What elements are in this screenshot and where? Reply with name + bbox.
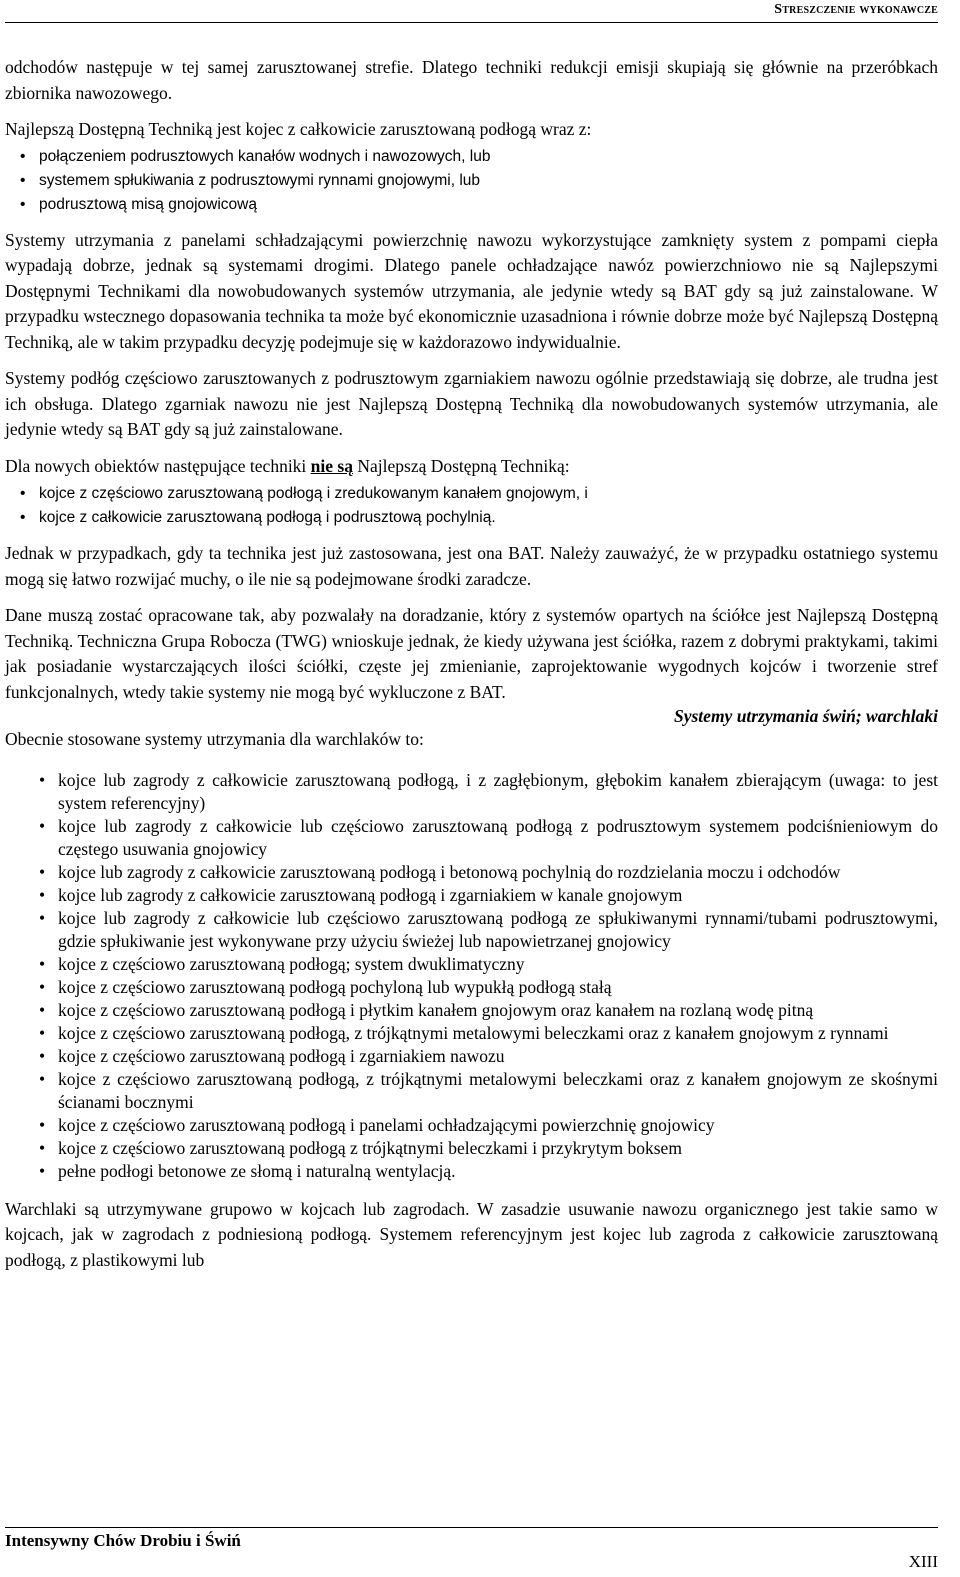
bullet-icon: •	[39, 1160, 46, 1181]
bullet-icon: •	[39, 1137, 46, 1158]
bullet-icon: •	[20, 509, 26, 526]
paragraph-7: Dane muszą zostać opracowane tak, aby pozwalały na doradzanie, który z systemów opartych na ściółce jest Najlepszą Dostępną Techniką. Techniczna Grupa Robocza (TWG) wnioskuje jednak, że kiedy używana jest ściółka, razem z dobrymi praktykami, takimi jak posiadanie wystarczających ilości ściółki, częste jej zmienianie, zaprojektowanie wygodnych kojców i tworzenie stref funkcjonalnych, wtedy takie systemy nie mogą być wykluczone z BAT.	[5, 605, 938, 702]
list-item: • kojce lub zagrody z całkowicie zarusztowaną podłogą i betonową pochylnią do rozdzielania moczu i odchodów	[39, 861, 841, 882]
page-number: XIII	[908, 1552, 938, 1571]
paragraph-4: Systemy podłóg częściowo zarusztowanych z podrusztowym zgarniakiem nawozu ogólnie przedstawiają się dobrze, ale trudna jest ich obsługa. Dlatego zgarniak nawozu nie jest Najlepszą Dostępną Techniką dla nowobudowanych systemów utrzymania, ale jedynie wtedy są BAT gdy są już zainstalowane.	[5, 368, 938, 439]
paragraph-1: odchodów następuje w tej samej zarusztowanej strefie. Dlatego techniki redukcji emisji skupiają się głównie na przeróbkach zbiornika nawozowego.	[5, 57, 938, 103]
list-item: • kojce z częściowo zarusztowaną podłogą i zredukowanym kanałem gnojowym, i	[5, 482, 938, 506]
list-item: • kojce z częściowo zarusztowaną podłogą pochyloną lub wypukłą podłogą stałą	[39, 976, 612, 997]
list-item: • kojce z całkowicie zarusztowaną podłogą i podrusztową pochylnią.	[5, 506, 938, 530]
paragraph-9: Warchlaki są utrzymywane grupowo w kojcach lub zagrodach. W zasadzie usuwanie nawozu organicznego jest takie samo w kojcach, jak w zagrodach z podniesioną podłogą. Systemem referencyjnym jest kojec lub zagroda z całkowicie zarusztowaną podłogą, z plastikowymi lub	[5, 1198, 938, 1270]
paragraph-8: Obecnie stosowane systemy utrzymania dla warchlaków to:	[5, 729, 424, 749]
paragraph-5	[5, 454, 938, 480]
weaner-systems-list	[5, 769, 938, 1183]
list-item: • kojce lub zagrody z całkowicie lub częściowo zarusztowaną podłogą z podrusztowym systemem podciśnieniowym do częstego usuwania gnojowicy	[39, 815, 938, 859]
paragraph-2: Najlepszą Dostępną Techniką jest kojec z całkowicie zarusztowaną podłogą wraz z:	[5, 119, 592, 139]
bullet-icon: •	[39, 884, 46, 905]
bullet-icon: •	[20, 147, 26, 165]
list-item: • pełne podłogi betonowe ze słomą i naturalną wentylacją.	[39, 1160, 456, 1181]
list-item: • połączeniem podrusztowych kanałów wodnych i nawozowych, lub	[5, 145, 938, 169]
paragraph-5-text-end: Najlepszą Dostępną Techniką:	[352, 455, 570, 476]
bullet-icon: •	[20, 171, 26, 189]
list-item: • kojce z częściowo zarusztowaną podłogą i zgarniakiem nawozu	[39, 1045, 505, 1066]
paragraph-6: Jednak w przypadkach, gdy ta technika jest już zastosowana, jest ona BAT. Należy zauważyć, że w przypadku ostatniego systemu mogą się łatwo rozwijać muchy, o ile nie są podejmowane środki zaradcze.	[5, 543, 938, 589]
bullet-icon: •	[39, 999, 46, 1020]
bullet-icon: •	[39, 769, 46, 790]
section-title: Systemy utrzymania świń; warchlaki	[674, 706, 938, 726]
running-header: Streszczenie wykonawcze	[5, 0, 938, 23]
list-item: • kojce lub zagrody z całkowicie lub częściowo zarusztowaną podłogą ze spłukiwanymi rynnami/tubami podrusztowymi, gdzie spłukiwanie jest wykonywane przy użyciu świeżej lub napowietrzanej gnojowicy	[39, 907, 938, 951]
bullet-icon: •	[39, 861, 46, 882]
list-item: • podrusztową misą gnojowicową	[5, 193, 938, 217]
list-item: • kojce z częściowo zarusztowaną podłogą; system dwuklimatyczny	[39, 953, 525, 974]
list-item: • kojce lub zagrody z całkowicie zarusztowaną podłogą i zgarniakiem w kanale gnojowym	[39, 884, 683, 905]
list-item: • kojce z częściowo zarusztowaną podłogą, z trójkątnymi metalowymi beleczkami oraz z kanałem gnojowym ze skośnymi ścianami bocznymi	[39, 1068, 938, 1112]
footer-divider	[5, 1527, 938, 1528]
bullet-icon: •	[39, 1045, 46, 1066]
list-item: • kojce lub zagrody z całkowicie zarusztowaną podłogą, i z zagłębionym, głębokim kanałem zbierającym (uwaga: to jest system referencyjny)	[39, 769, 938, 813]
paragraph-5-text: Dla nowych obiektów następujące techniki	[5, 455, 311, 476]
bullet-icon: •	[39, 953, 46, 974]
bullet-icon: •	[20, 485, 26, 502]
bullet-icon: •	[39, 1114, 46, 1135]
bullet-icon: •	[39, 976, 46, 997]
footer-document-title: Intensywny Chów Drobiu i Świń	[5, 1531, 241, 1550]
list-item: • kojce z częściowo zarusztowaną podłogą i panelami ochładzającymi powierzchnię gnojowicy	[39, 1114, 715, 1135]
bullet-icon: •	[39, 1022, 46, 1043]
bullet-icon: •	[39, 907, 46, 928]
list-item: • kojce z częściowo zarusztowaną podłogą z trójkątnymi beleczkami i przykrytym boksem	[39, 1137, 682, 1158]
not-bat-list	[5, 482, 938, 530]
list-item: • systemem spłukiwania z podrusztowymi rynnami gnojowymi, lub	[5, 169, 938, 193]
bullet-icon: •	[39, 815, 46, 836]
list-item: • kojce z częściowo zarusztowaną podłogą i płytkim kanałem gnojowym oraz kanałem na rozlaną wodę pitną	[39, 999, 814, 1020]
bat-techniques-list	[5, 145, 938, 217]
page-body	[5, 55, 938, 1284]
emphasis-not-are: nie są	[310, 455, 353, 476]
bullet-icon: •	[39, 1068, 46, 1089]
list-item: • kojce z częściowo zarusztowaną podłogą, z trójkątnymi metalowymi beleczkami oraz z kanałem gnojowym z rynnami	[39, 1022, 889, 1043]
paragraph-3: Systemy utrzymania z panelami schładzającymi powierzchnię nawozu wykorzystujące zamknięty system z pompami ciepła wypadają dobrze, jednak są systemami drogimi. Dlatego panele ochładzające nawóz powierzchniowo nie są Najlepszymi Dostępnymi Technikami dla nowobudowanych systemów utrzymania, ale jedynie wtedy są BAT gdy są już zainstalowane. W przypadku wstecznego dopasowania technika ta może być ekonomicznie uzasadniona i równie dobrze może być Najlepszą Dostępną Techniką, ale w takim przypadku decyzję podejmuje się w każdorazowo indywidualnie.	[5, 229, 938, 352]
bullet-icon: •	[20, 195, 26, 213]
